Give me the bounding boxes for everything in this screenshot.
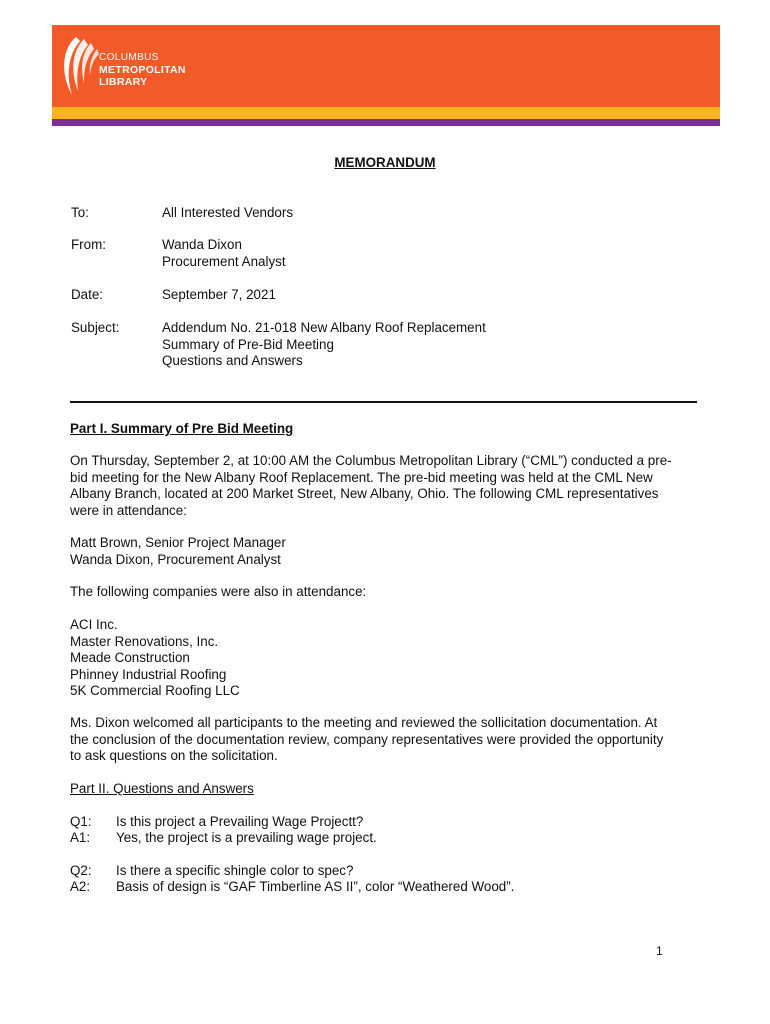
question-label: Q1: [70,814,92,829]
to-label: To: [71,205,89,220]
answer-text: Yes, the project is a prevailing wage project. [116,830,377,845]
logo-line-metropolitan: METROPOLITAN [99,64,186,76]
companies-list [70,617,710,700]
subject-label: Subject: [71,320,120,335]
paragraph-line: bid meeting for the New Albany Roof Replacement. The pre-bid meeting was held at the CML New [70,469,653,485]
library-logo-text [99,52,186,88]
library-logo-icon [58,33,104,99]
question-text: Is there a specific shingle color to spec? [116,863,354,878]
paragraph-line: were in attendance: [70,502,187,518]
list-item: Wanda Dixon, Procurement Analyst [70,551,281,567]
list-item: Master Renovations, Inc. [70,633,219,649]
part1-heading: Part I. Summary of Pre Bid Meeting [70,421,294,436]
paragraph-line: Ms. Dixon welcomed all participants to the meeting and reviewed the sollicitation documentation. At [70,715,658,730]
memo-title: MEMORANDUM [334,155,436,170]
header-stripe-purple [52,119,720,126]
part1-intro-paragraph [70,453,710,519]
companies-intro: The following companies were also in attendance: [70,584,367,599]
subject-value [162,320,486,370]
part2-heading: Part II. Questions and Answers [70,781,254,796]
from-value [162,237,286,270]
from-title: Procurement Analyst [162,253,286,269]
subject-line: Addendum No. 21-018 New Albany Roof Replacement [162,320,486,335]
logo-line-library: LIBRARY [99,76,148,88]
list-item: Phinney Industrial Roofing [70,666,227,682]
paragraph-line: to ask questions on the solicitation. [70,748,278,763]
question-text: Is this project a Prevailing Wage Projectt? [116,814,364,829]
answer-label: A2: [70,879,91,894]
list-item: Matt Brown, Senior Project Manager [70,535,286,550]
date-label: Date: [71,287,104,302]
list-item: 5K Commercial Roofing LLC [70,683,240,698]
section-divider [70,401,697,403]
from-name: Wanda Dixon [162,237,242,252]
subject-line: Summary of Pre-Bid Meeting [162,336,334,352]
answer-text: Basis of design is “GAF Timberline AS II”, color “Weathered Wood”. [116,879,515,894]
paragraph-line: Albany Branch, located at 200 Market Street, New Albany, Ohio. The following CML representatives [70,486,659,501]
logo-line-columbus: COLUMBUS [99,52,159,63]
list-item: ACI Inc. [70,617,118,632]
cml-representatives-list [70,535,710,568]
to-value: All Interested Vendors [162,205,294,220]
list-item: Meade Construction [70,650,190,665]
answer-label: A1: [70,830,91,845]
date-value: September 7, 2021 [162,287,276,302]
part1-closing-paragraph [70,715,710,765]
paragraph-line: the conclusion of the documentation review, company representatives were provided the opportunity [70,731,664,747]
paragraph-line: On Thursday, September 2, at 10:00 AM the Columbus Metropolitan Library (“CML”) conducted a pre- [70,453,672,468]
question-label: Q2: [70,863,92,878]
subject-line: Questions and Answers [162,353,303,368]
header-stripe-yellow [52,107,720,119]
page-number: 1 [656,944,663,958]
from-label: From: [71,237,106,252]
